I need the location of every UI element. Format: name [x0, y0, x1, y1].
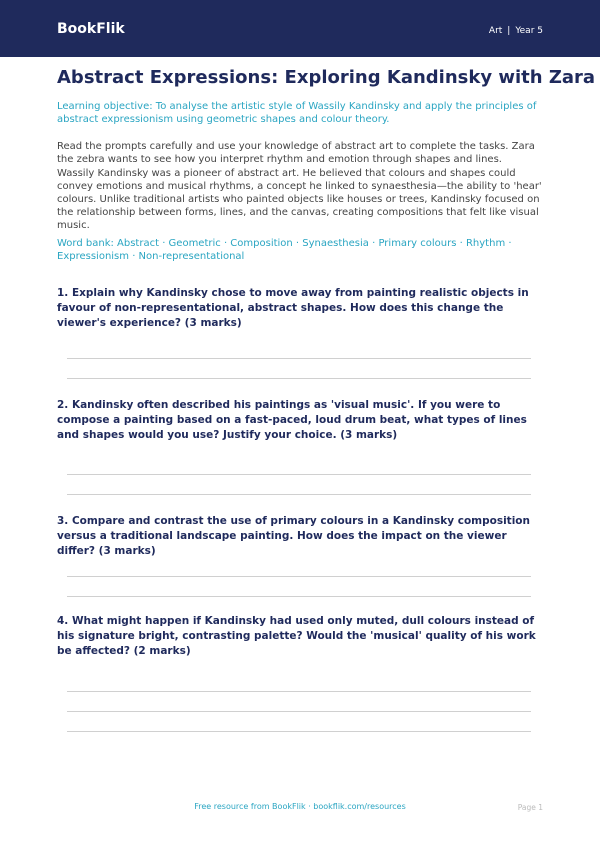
question-1: 1. Explain why Kandinsky chose to move away from painting realistic objects in favour of non-representational, abstract shapes. How does this change the viewer's experience? (3 marks)	[57, 287, 529, 329]
subject-label: Art	[488, 26, 503, 36]
answer-line[interactable]	[67, 474, 531, 475]
intro-paragraph: Read the prompts carefully and use your knowledge of abstract art to complete the tasks. Zara the zebra wants to see how you interpret rhythm and emotion through shapes and lines.	[57, 141, 535, 165]
answer-line[interactable]	[67, 358, 531, 359]
answer-line[interactable]	[67, 596, 531, 597]
header-meta	[489, 27, 543, 36]
meta-separator: |	[507, 26, 511, 36]
page-number: Page 1	[517, 803, 543, 812]
year-label: Year 5	[515, 26, 543, 36]
worksheet-title: Abstract Expressions: Exploring Kandinsky with Zara	[57, 67, 596, 88]
answer-line[interactable]	[67, 378, 531, 379]
answer-line[interactable]	[67, 731, 531, 732]
question-2: 2. Kandinsky often described his paintings as 'visual music'. If you were to compose a painting based on a fast-paced, loud drum beat, what types of lines and shapes would you use? Justify your choice. (3 marks)	[57, 399, 527, 441]
answer-line[interactable]	[67, 691, 531, 692]
body-paragraph: Wassily Kandinsky was a pioneer of abstract art. He believed that colours and shapes could convey emotions and musical rhythms, a concept he linked to synaesthesia—the ability to 'hear' colours. Unlike traditional artists who painted objects like houses or trees, Kandinsky focused on the relationship between forms, lines, and the canvas, creating compositions that felt like visual music.	[57, 168, 542, 231]
header-bar	[0, 0, 600, 57]
question-3: 3. Compare and contrast the use of primary colours in a Kandinsky composition versus a traditional landscape painting. How does the impact on the viewer differ? (3 marks)	[57, 515, 530, 557]
answer-line[interactable]	[67, 711, 531, 712]
answer-line[interactable]	[67, 576, 531, 577]
learning-objective: Learning objective: To analyse the artistic style of Wassily Kandinsky and apply the principles of abstract expressionism using geometric shapes and colour theory.	[57, 101, 537, 125]
brand-logo: BookFlik	[57, 21, 125, 37]
word-bank: Word bank: Abstract · Geometric · Composition · Synaesthesia · Primary colours · Rhythm · Expressionism · Non-representational	[57, 238, 512, 262]
question-4: 4. What might happen if Kandinsky had used only muted, dull colours instead of his signature bright, contrasting palette? Would the 'musical' quality of his work be affected? (2 marks)	[57, 615, 536, 657]
answer-line[interactable]	[67, 494, 531, 495]
footer-link[interactable]: Free resource from BookFlik · bookflik.com/resources	[194, 802, 406, 811]
